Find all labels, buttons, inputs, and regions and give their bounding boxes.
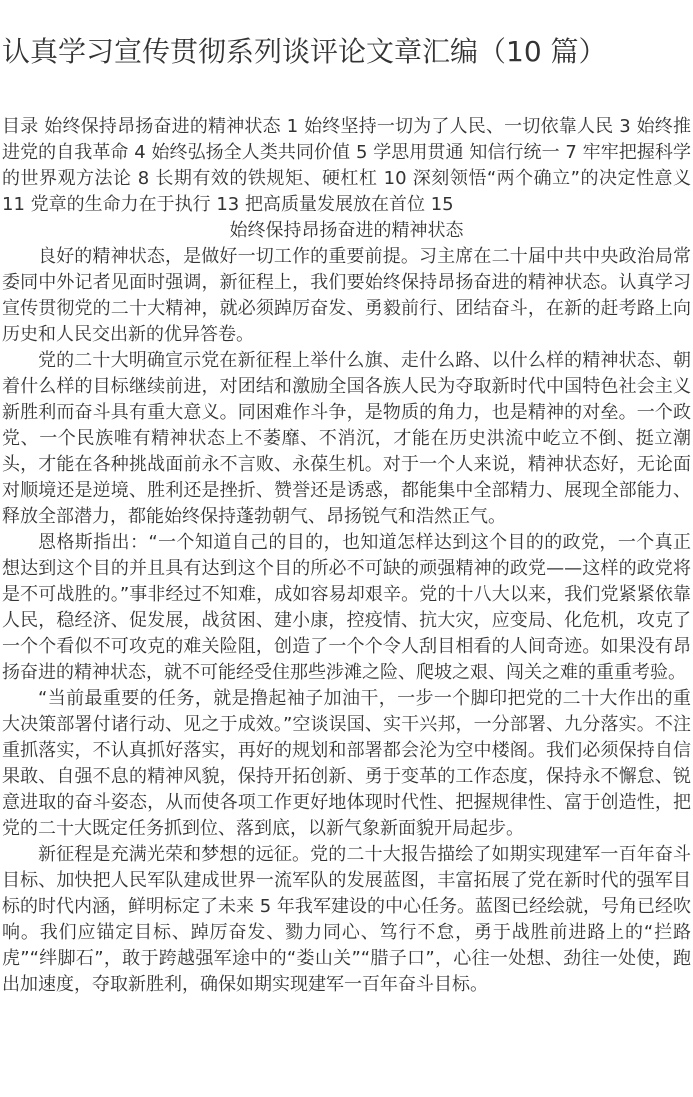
document-title: 认真学习宣传贯彻系列谈评论文章汇编（10 篇） xyxy=(2,35,607,68)
body-paragraph: “当前最重要的任务，就是撸起袖子加油干，一步一个脚印把党的二十大作出的重大决策部署付诸行动、见之于成效。”空谈误国、实干兴邦，一分部署、九分落实。不注重抓落实，不认真抓好落实，再好的规划和部署都会沦为空中楼阁。我们必须保持自信果敢、自强不息的精神风貌，保持开拓创新、勇于变革的工作态度，保持永不懈怠、锐意进取的奋斗姿态，从而使各项工作更好地体现时代性、把握规律性、富于创造性，把党的二十大既定任务抓到位、落到底，以新气象新面貌开局起步。 xyxy=(2,688,691,839)
body-paragraph: 党的二十大明确宣示党在新征程上举什么旗、走什么路、以什么样的精神状态、朝着什么样的目标继续前进，对团结和激励全国各族人民为夺取新时代中国特色社会主义新胜利而奋斗具有重大意义。同困难作斗争，是物质的角力，也是精神的对垒。一个政党、一个民族唯有精神状态上不萎靡、不消沉，才能在历史洪流中屹立不倒、挺立潮头，才能在各种挑战面前永不言败、永葆生机。对于一个人来说，精神状态好，无论面对顺境还是逆境、胜利还是挫折、赞誉还是诱惑，都能集中全部精力、展现全部能力、释放全部潜力，都能始终保持蓬勃朝气、昂扬锐气和浩然正气。 xyxy=(2,350,691,527)
body-paragraph: 良好的精神状态，是做好一切工作的重要前提。习主席在二十届中共中央政治局常委同中外记者见面时强调，新征程上，我们要始终保持昂扬奋进的精神状态。认真学习宣传贯彻党的二十大精神，就必须踔厉奋发、勇毅前行、团结奋斗，在新的赶考路上向历史和人民交出新的优异答卷。 xyxy=(2,246,691,345)
section-heading: 始终保持昂扬奋进的精神状态 xyxy=(229,220,464,241)
table-of-contents: 目录 始终保持昂扬奋进的精神状态 1 始终坚持一切为了人民、一切依靠人民 3 始终推进党的自我革命 4 始终弘扬全人类共同价值 5 学思用贯通 知信行统一 7 牢牢把握科学的世界观方法论 8 长期有效的铁规矩、硬杠杠 10 深刻领悟“两个确立”的决定性意义 11 党章的生命力在于执行 13 把高质量发展放在首位 15 xyxy=(2,116,691,215)
body-paragraph: 恩格斯指出：“一个知道自己的目的，也知道怎样达到这个目的的政党，一个真正想达到这个目的并且具有达到这个目的所必不可缺的顽强精神的政党——这样的政党将是不可战胜的。”事非经过不知难，成如容易却艰辛。党的十八大以来，我们党紧紧依靠人民，稳经济、促发展，战贫困、建小康，控疫情、抗大灾，应变局、化危机，攻克了一个个看似不可攻克的难关险阻，创造了一个个令人刮目相看的人间奇迹。如果没有昂扬奋进的精神状态，就不可能经受住那些涉滩之险、爬坡之艰、闯关之难的重重考验。 xyxy=(2,532,691,683)
body-paragraph: 新征程是充满光荣和梦想的远征。党的二十大报告描绘了如期实现建军一百年奋斗目标、加快把人民军队建成世界一流军队的发展蓝图，丰富拓展了党在新时代的强军目标的时代内涵，鲜明标定了未来 5 年我军建设的中心任务。蓝图已经绘就，号角已经吹响。我们应锚定目标、踔厉奋发、勠力同心、笃行不怠，勇于战胜前进路上的“拦路虎”“绊脚石”，敢于跨越强军途中的“娄山关”“腊子口”，心往一处想、劲往一处使，跑出加速度，夺取新胜利，确保如期实现建军一百年奋斗目标。 xyxy=(2,844,691,995)
